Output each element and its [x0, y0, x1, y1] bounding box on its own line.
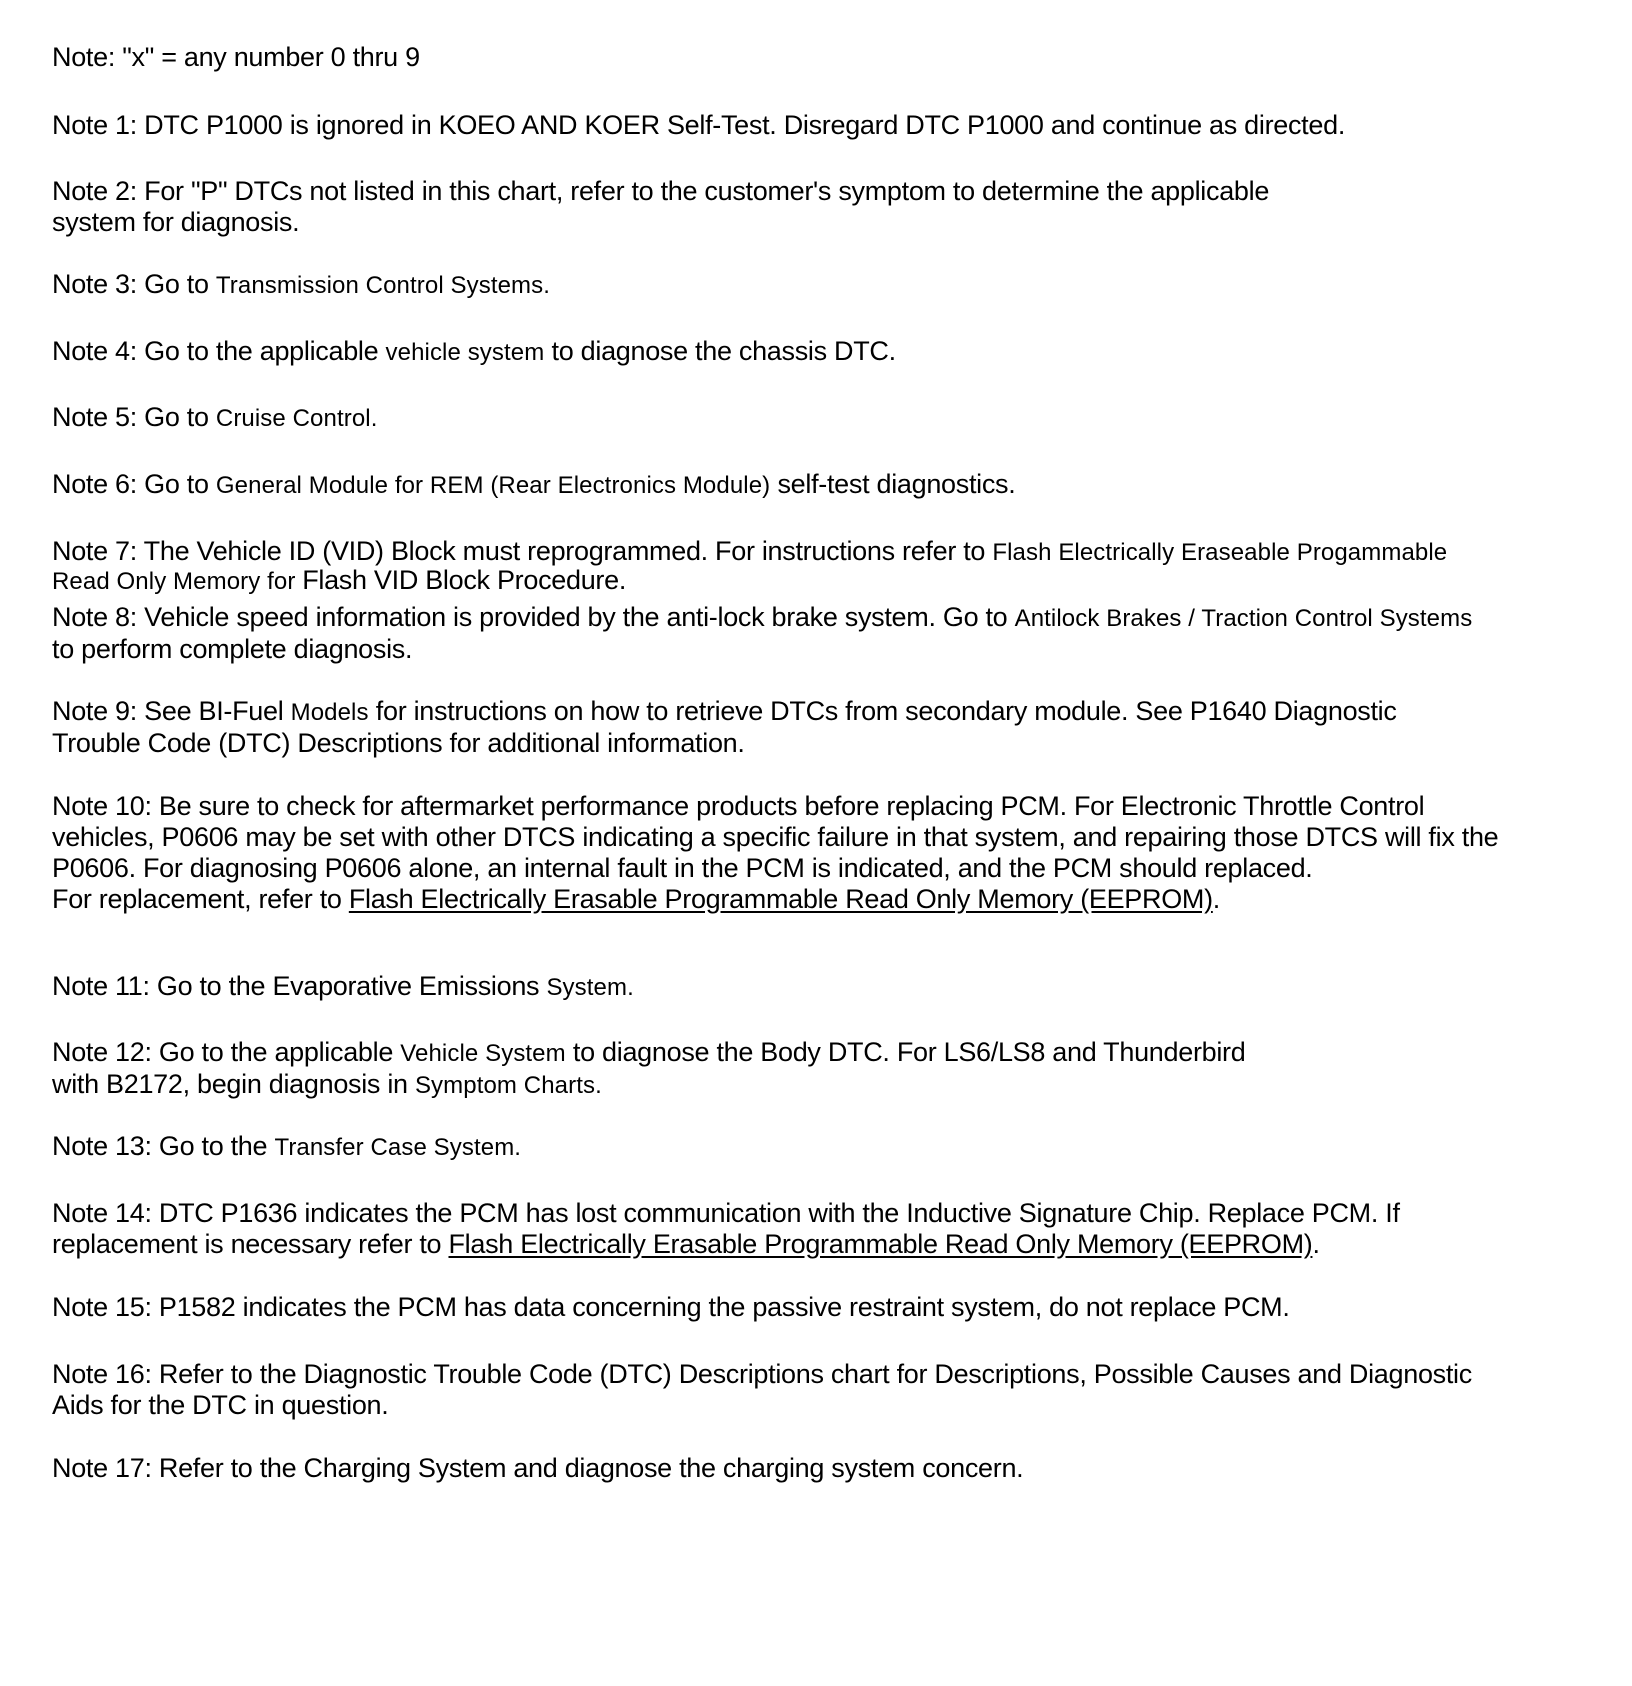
note-6-text: Note 6: Go to	[52, 469, 216, 499]
note-12	[52, 1037, 1582, 1101]
note-2	[52, 176, 1582, 238]
note-2-line-2: system for diagnosis.	[52, 207, 300, 237]
note-16	[52, 1359, 1582, 1421]
note-6-reference: General Module for REM (Rear Electronics Module)	[215, 472, 771, 499]
note-10-line-2: vehicles, P0606 may be set with other DTCS indicating a specific failure in that system, and repairing those DTCS will fix the	[52, 822, 1499, 852]
note-13-reference: Transfer Case System.	[274, 1134, 522, 1161]
note-9-text-end: for instructions on how to retrieve DTCs from secondary module. See P1640 Diagnostic	[368, 696, 1397, 726]
note-9-text: Note 9: See BI-Fuel	[52, 696, 291, 726]
note-11	[52, 971, 1582, 1003]
note-5	[52, 402, 1582, 434]
note-13-text: Note 13: Go to the	[52, 1131, 275, 1161]
note-4-reference: vehicle system	[385, 339, 545, 366]
note-4	[52, 336, 1582, 368]
note-10-period: .	[1212, 884, 1220, 914]
note-9-line-2: Trouble Code (DTC) Descriptions for additional information.	[52, 728, 745, 758]
note-15-text: Note 15: P1582 indicates the PCM has data concerning the passive restraint system, do not replace PCM.	[52, 1292, 1290, 1322]
note-7	[52, 536, 1582, 597]
note-5-text: Note 5: Go to	[52, 402, 216, 432]
note-10-line-4: For replacement, refer to	[52, 884, 349, 914]
note-7-text: Note 7: The Vehicle ID (VID) Block must reprogrammed. For instructions refer to	[52, 536, 993, 566]
note-12-text: Note 12: Go to the applicable	[52, 1037, 401, 1067]
note-12-text-end: to diagnose the Body DTC. For LS6/LS8 and Thunderbird	[565, 1037, 1246, 1067]
note-1-text: Note 1: DTC P1000 is ignored in KOEO AND KOER Self-Test. Disregard DTC P1000 and continue as directed.	[52, 110, 1346, 140]
note-11-text: Note 11: Go to the Evaporative Emissions	[52, 971, 547, 1001]
note-15	[52, 1292, 1582, 1323]
note-x-text: Note: "x" = any number 0 thru 9	[52, 42, 420, 72]
note-12-reference: Vehicle System	[400, 1040, 566, 1067]
note-8-reference: Antilock Brakes / Traction Control Systems	[1014, 605, 1473, 632]
note-3-text: Note 3: Go to	[52, 269, 216, 299]
note-14-period: .	[1312, 1229, 1320, 1259]
note-12-line-2: with B2172, begin diagnosis in	[52, 1069, 415, 1099]
note-10	[52, 791, 1582, 915]
note-8	[52, 602, 1582, 665]
note-8-line-2: to perform complete diagnosis.	[52, 634, 413, 664]
note-7-procedure: Flash VID Block Procedure.	[302, 565, 627, 595]
note-6	[52, 469, 1582, 501]
note-3-reference: Transmission Control Systems.	[215, 272, 551, 299]
note-9	[52, 696, 1582, 759]
note-x	[52, 42, 1582, 73]
note-14-line-2: replacement is necessary refer to	[52, 1229, 449, 1259]
note-7-for: for	[260, 568, 303, 595]
note-4-text: Note 4: Go to the applicable	[52, 336, 386, 366]
note-7-reference-2: Read Only Memory	[52, 568, 261, 595]
note-4-text-end: to diagnose the chassis DTC.	[544, 336, 896, 366]
note-10-line-1: Note 10: Be sure to check for aftermarket performance products before replacing PCM. For Electronic Throttle Control	[52, 791, 1425, 821]
note-16-line-1: Note 16: Refer to the Diagnostic Trouble Code (DTC) Descriptions chart for Descriptions, Possible Causes and Diagnostic	[52, 1359, 1472, 1389]
note-14-line-1: Note 14: DTC P1636 indicates the PCM has lost communication with the Inductive Signature Chip. Replace PCM. If	[52, 1198, 1400, 1228]
note-6-text-end: self-test diagnostics.	[770, 469, 1016, 499]
note-5-reference: Cruise Control.	[215, 405, 378, 432]
note-2-line-1: Note 2: For "P" DTCs not listed in this chart, refer to the customer's symptom to determine the applicable	[52, 176, 1270, 206]
note-16-line-2: Aids for the DTC in question.	[52, 1390, 389, 1420]
note-14-eeprom-link[interactable]: Flash Electrically Erasable Programmable Read Only Memory (EEPROM)	[448, 1229, 1313, 1259]
note-12-reference-2: Symptom Charts.	[414, 1072, 602, 1099]
note-1	[52, 110, 1582, 141]
note-11-reference: System.	[546, 974, 634, 1001]
note-9-reference: Models	[290, 699, 369, 726]
note-3	[52, 269, 1582, 301]
note-13	[52, 1131, 1582, 1163]
note-10-line-3: P0606. For diagnosing P0606 alone, an internal fault in the PCM is indicated, and the PCM should replaced.	[52, 853, 1313, 883]
note-17	[52, 1453, 1582, 1484]
note-7-reference: Flash Electrically Eraseable Progammable	[992, 539, 1448, 566]
note-8-text: Note 8: Vehicle speed information is provided by the anti-lock brake system. Go to	[52, 602, 1015, 632]
note-10-eeprom-link[interactable]: Flash Electrically Erasable Programmable Read Only Memory (EEPROM)	[348, 884, 1213, 914]
note-14	[52, 1198, 1582, 1260]
note-17-text: Note 17: Refer to the Charging System and diagnose the charging system concern.	[52, 1453, 1024, 1483]
